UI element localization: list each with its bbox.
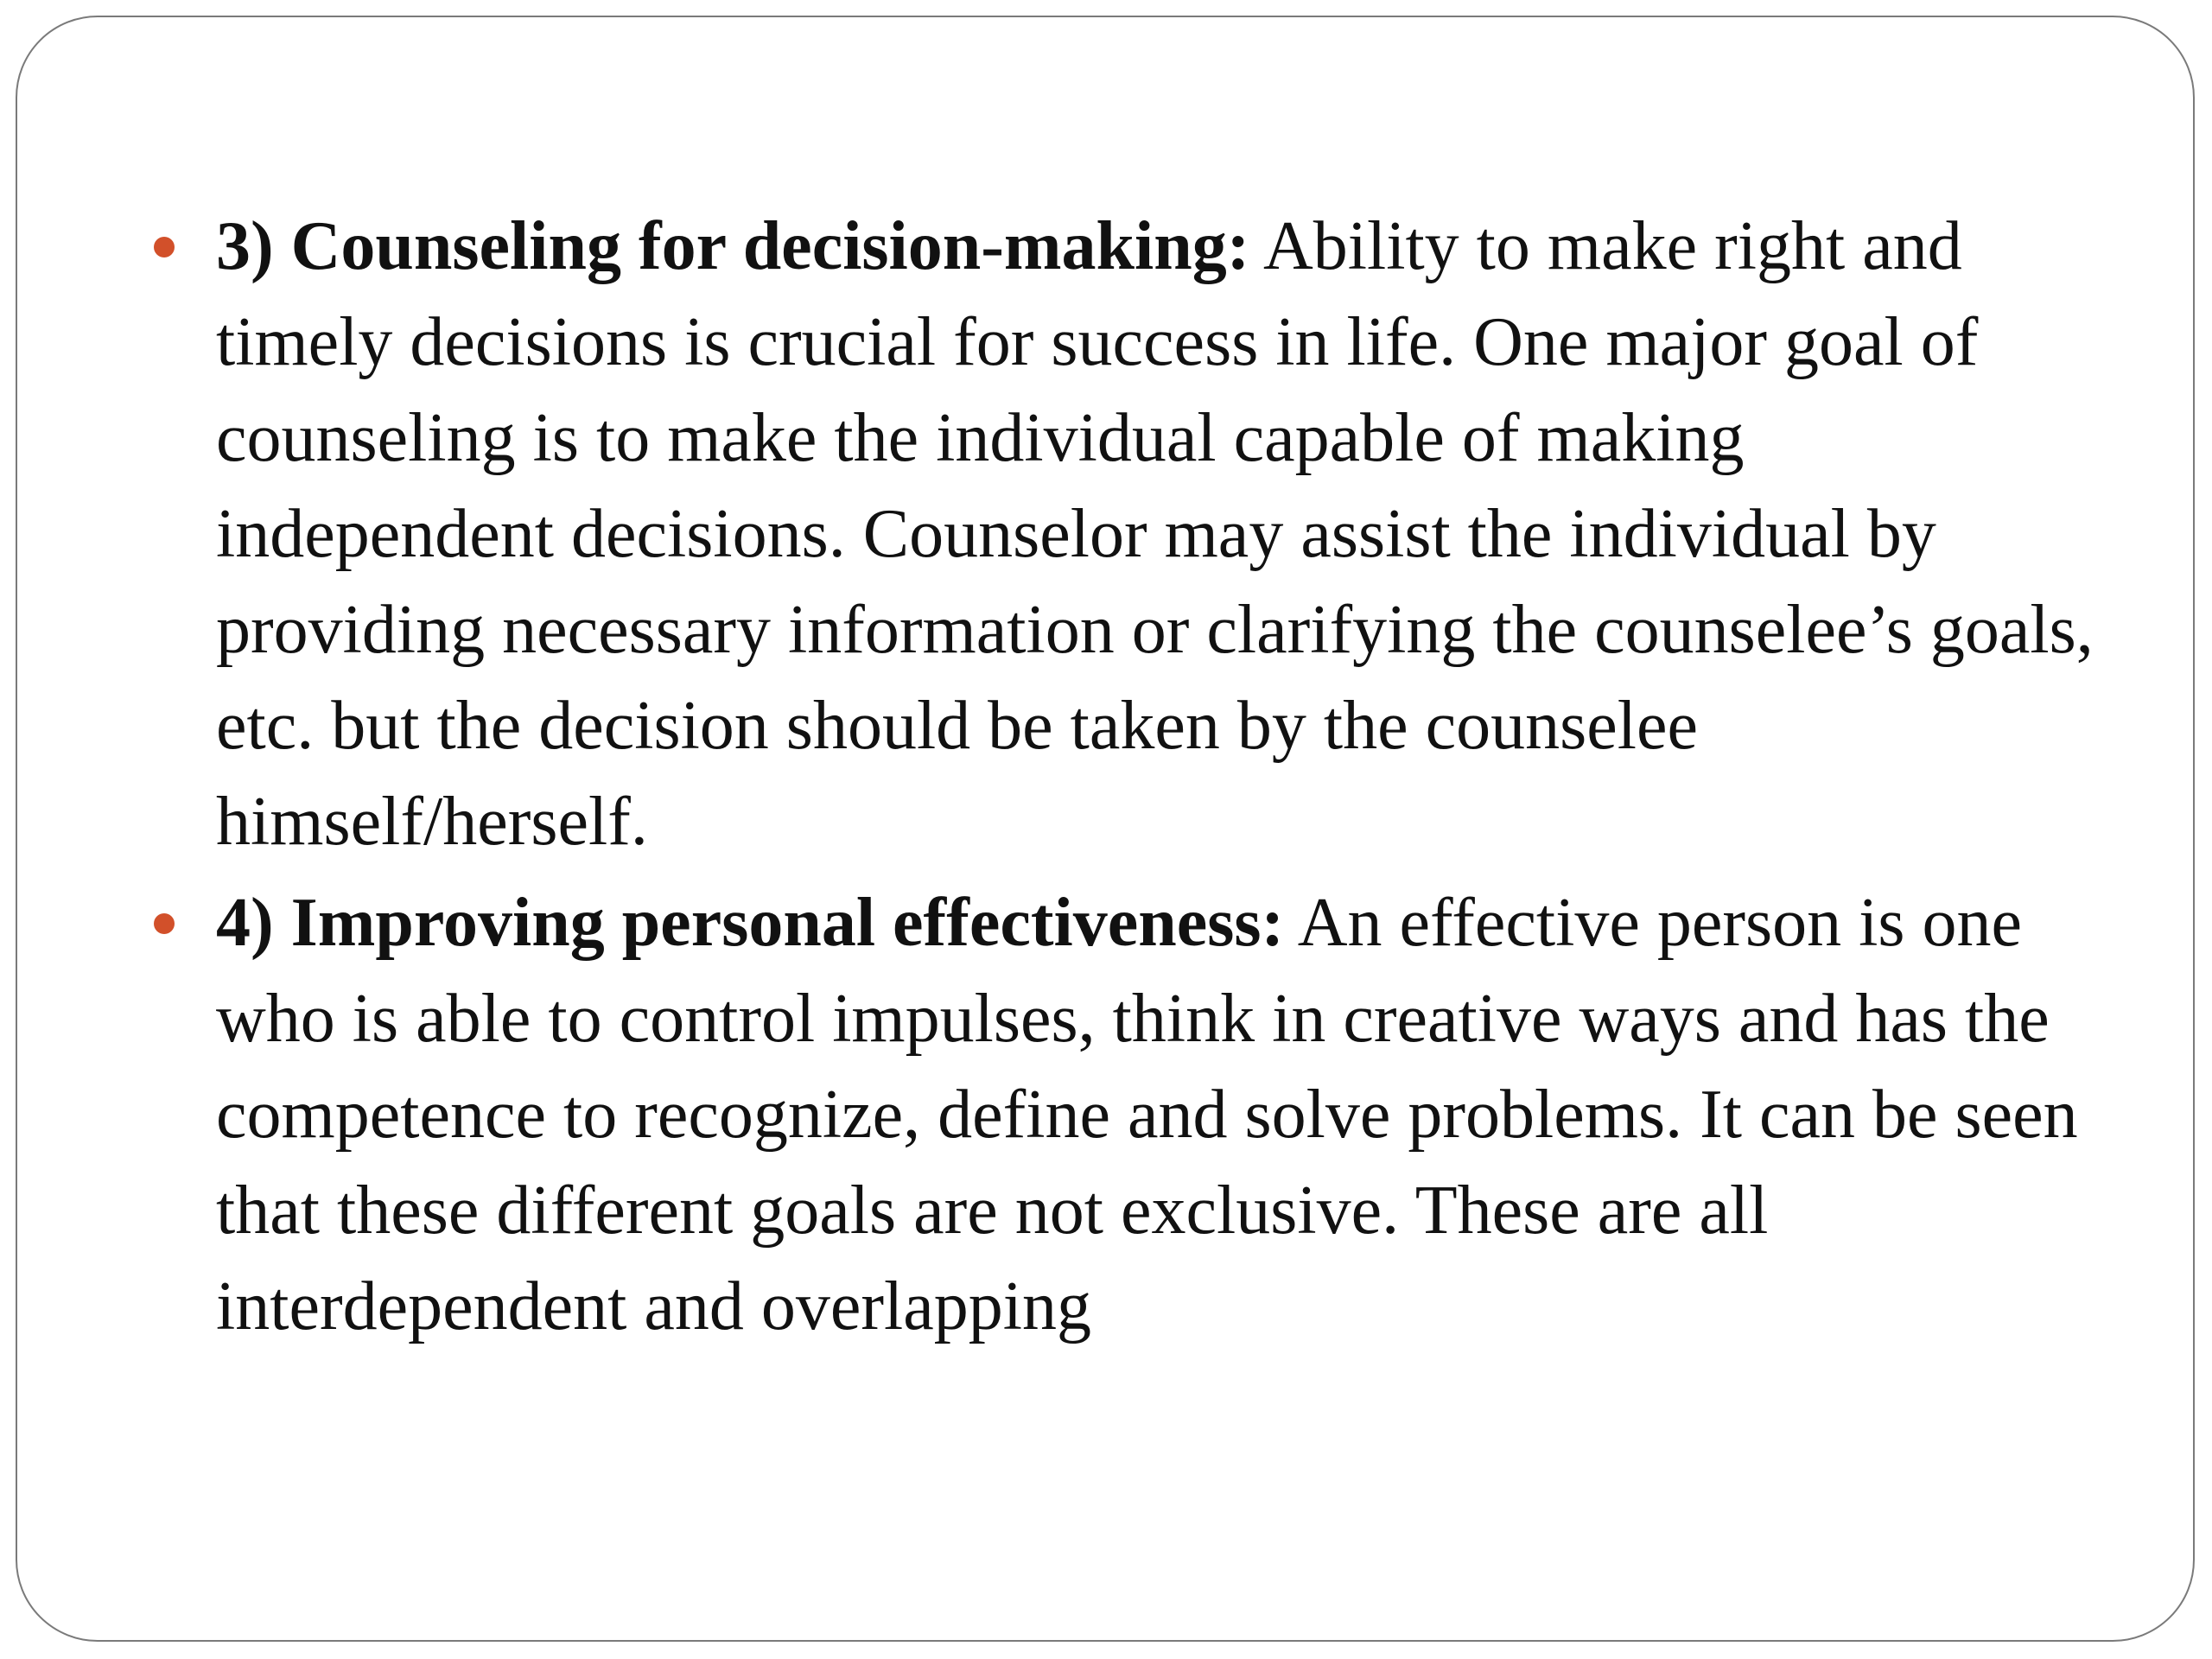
bullet-dot-icon [154,913,175,934]
bullet-list [216,199,2095,1360]
bullet-heading: 3) Counseling for decision-making: [216,208,1250,284]
bullet-body: Ability to make right and timely decisions is crucial for success in life. One major goal of counseling is to make the individual capable of making independent decisions. Counselor may assist the individual by providing necessary information or clarifying the counselee’s goals, etc. but the decision should be taken by the counselee himself/herself. [216,208,2094,860]
bullet-item-decision-making [216,199,2095,870]
bullet-item-personal-effectiveness [216,875,2095,1355]
bullet-dot-icon [154,237,175,257]
bullet-body: An effective person is one who is able to control impulses, think in creative ways and has the competence to recognize, define and solve problems. It can be seen that these different goals are not exclusive. These are all interdependent and overlapping [216,885,2078,1344]
bullet-heading: 4) Improving personal effectiveness: [216,885,1285,961]
slide-frame [16,16,2195,1642]
